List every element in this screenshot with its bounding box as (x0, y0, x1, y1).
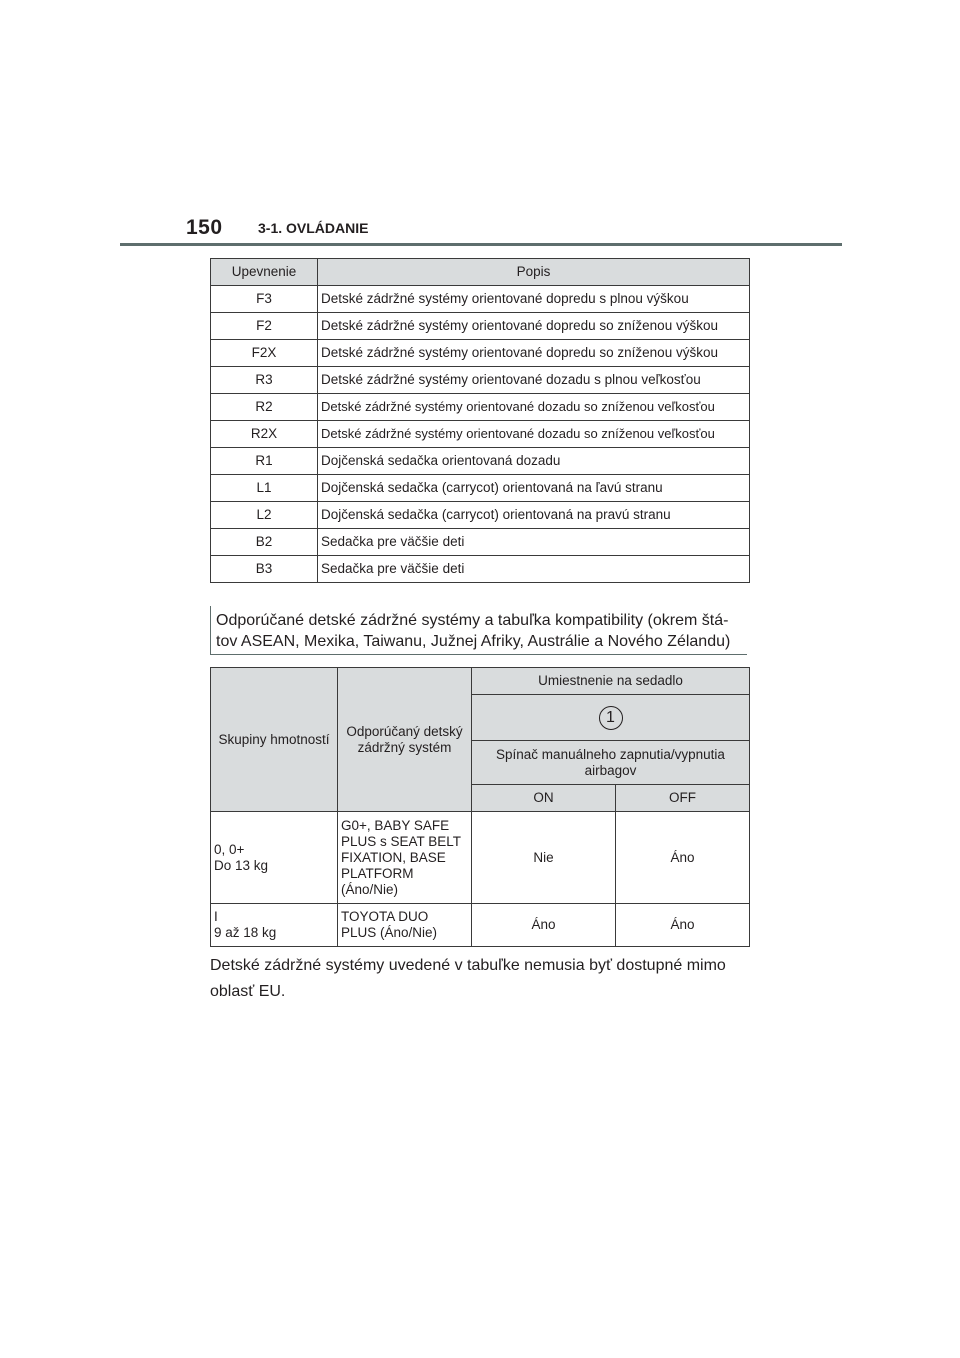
mounts-table (210, 258, 750, 583)
mount-description: Detské zádržné systémy orientované dozadu s plnou veľkosťou (318, 367, 750, 394)
system-header-line: zádržný systém (357, 739, 452, 755)
mount-code: B2 (211, 529, 318, 556)
weight-group-line: Do 13 kg (214, 857, 269, 873)
mount-code: L2 (211, 502, 318, 529)
compatibility-table (210, 667, 750, 947)
table-row (211, 556, 750, 583)
column-header-mount: Upevnenie (211, 259, 318, 286)
weight-group-line: 0, 0+ (214, 841, 245, 857)
header-rule (120, 243, 842, 246)
column-header-system (338, 668, 472, 812)
mount-code: F2 (211, 313, 318, 340)
mount-code: L1 (211, 475, 318, 502)
mount-description: Sedačka pre väčšie deti (318, 556, 750, 583)
column-header-description: Popis (318, 259, 750, 286)
airbag-off-value: Áno (616, 812, 750, 904)
switch-header-line: Spínač manuálneho zapnutia/vypnutia (496, 746, 725, 762)
table-row (211, 502, 750, 529)
mount-description: Detské zádržné systémy orientované dozadu so zníženou veľkosťou (318, 421, 750, 448)
column-header-off: OFF (616, 785, 750, 812)
mount-code: F2X (211, 340, 318, 367)
weight-header-label: Skupiny hmotností (218, 731, 330, 747)
switch-header-line: airbagov (584, 762, 637, 778)
mount-code: R1 (211, 448, 318, 475)
table-row (211, 904, 750, 947)
restraint-system-line: FIXATION, BASE (341, 849, 446, 865)
restraint-system-line: PLATFORM (341, 865, 414, 881)
restraint-system-line: G0+, BABY SAFE (341, 817, 450, 833)
page-number: 150 (186, 216, 223, 239)
mount-code: R2X (211, 421, 318, 448)
weight-group-line: I (214, 909, 218, 924)
column-header-on: ON (472, 785, 616, 812)
mount-code: F3 (211, 286, 318, 313)
seat-number-cell (472, 695, 750, 741)
seat-position-header: Umiestnenie na sedadlo (472, 668, 750, 695)
table-row (211, 529, 750, 556)
seat-number-badge: 1 (599, 706, 623, 730)
footnote-line: oblasť EU. (210, 983, 286, 1000)
note-line: tov ASEAN, Mexika, Taiwanu, Južnej Afriky, Austrálie a Nového Zélandu) (216, 633, 731, 650)
mount-code: R3 (211, 367, 318, 394)
airbag-on-value: Nie (472, 812, 616, 904)
table-row (211, 286, 750, 313)
table-row (211, 448, 750, 475)
airbag-on-value: Áno (472, 904, 616, 947)
mount-description: Dojčenská sedačka orientovaná dozadu (318, 448, 750, 475)
footnote-line: Detské zádržné systémy uvedené v tabuľke nemusia byť dostupné mimo (210, 957, 726, 974)
table-row (211, 421, 750, 448)
table-row (211, 313, 750, 340)
system-header-line: Odporúčaný detský (346, 723, 463, 739)
mount-description: Detské zádržné systémy orientované dozadu so zníženou veľkosťou (318, 394, 750, 421)
mount-description: Dojčenská sedačka (carrycot) orientovaná na pravú stranu (318, 502, 750, 529)
restraint-system-line: (Áno/Nie) (341, 881, 399, 897)
footnote (210, 953, 770, 1005)
mount-description: Detské zádržné systémy orientované dopredu s plnou výškou (318, 286, 750, 313)
table-row (211, 475, 750, 502)
mount-description: Detské zádržné systémy orientované dopredu so zníženou výškou (318, 340, 750, 367)
table-row (211, 367, 750, 394)
weight-group-line: 9 až 18 kg (214, 925, 277, 940)
airbag-off-value: Áno (616, 904, 750, 947)
section-title: 3-1. OVLÁDANIE (258, 220, 369, 236)
note-heading (216, 610, 746, 652)
mount-code: B3 (211, 556, 318, 583)
table-row (211, 340, 750, 367)
table-row (211, 394, 750, 421)
mount-description: Dojčenská sedačka (carrycot) orientovaná na ľavú stranu (318, 475, 750, 502)
restraint-system-line: PLUS s SEAT BELT (341, 833, 462, 849)
weight-group-cell (211, 904, 338, 947)
mount-description: Detské zádržné systémy orientované dopredu so zníženou výškou (318, 313, 750, 340)
mount-description: Sedačka pre väčšie deti (318, 529, 750, 556)
airbag-switch-header (472, 741, 750, 785)
mount-code: R2 (211, 394, 318, 421)
weight-group-cell (211, 812, 338, 904)
restraint-system-cell (338, 904, 472, 947)
column-header-weight (211, 668, 338, 812)
restraint-system-line: TOYOTA DUO (341, 909, 429, 924)
restraint-system-cell (338, 812, 472, 904)
restraint-system-line: PLUS (Áno/Nie) (341, 925, 438, 940)
table-header-row (211, 668, 750, 695)
note-line: Odporúčané detské zádržné systémy a tabuľka kompatibility (okrem štá- (216, 612, 729, 629)
table-row (211, 812, 750, 904)
table-header-row (211, 259, 750, 286)
